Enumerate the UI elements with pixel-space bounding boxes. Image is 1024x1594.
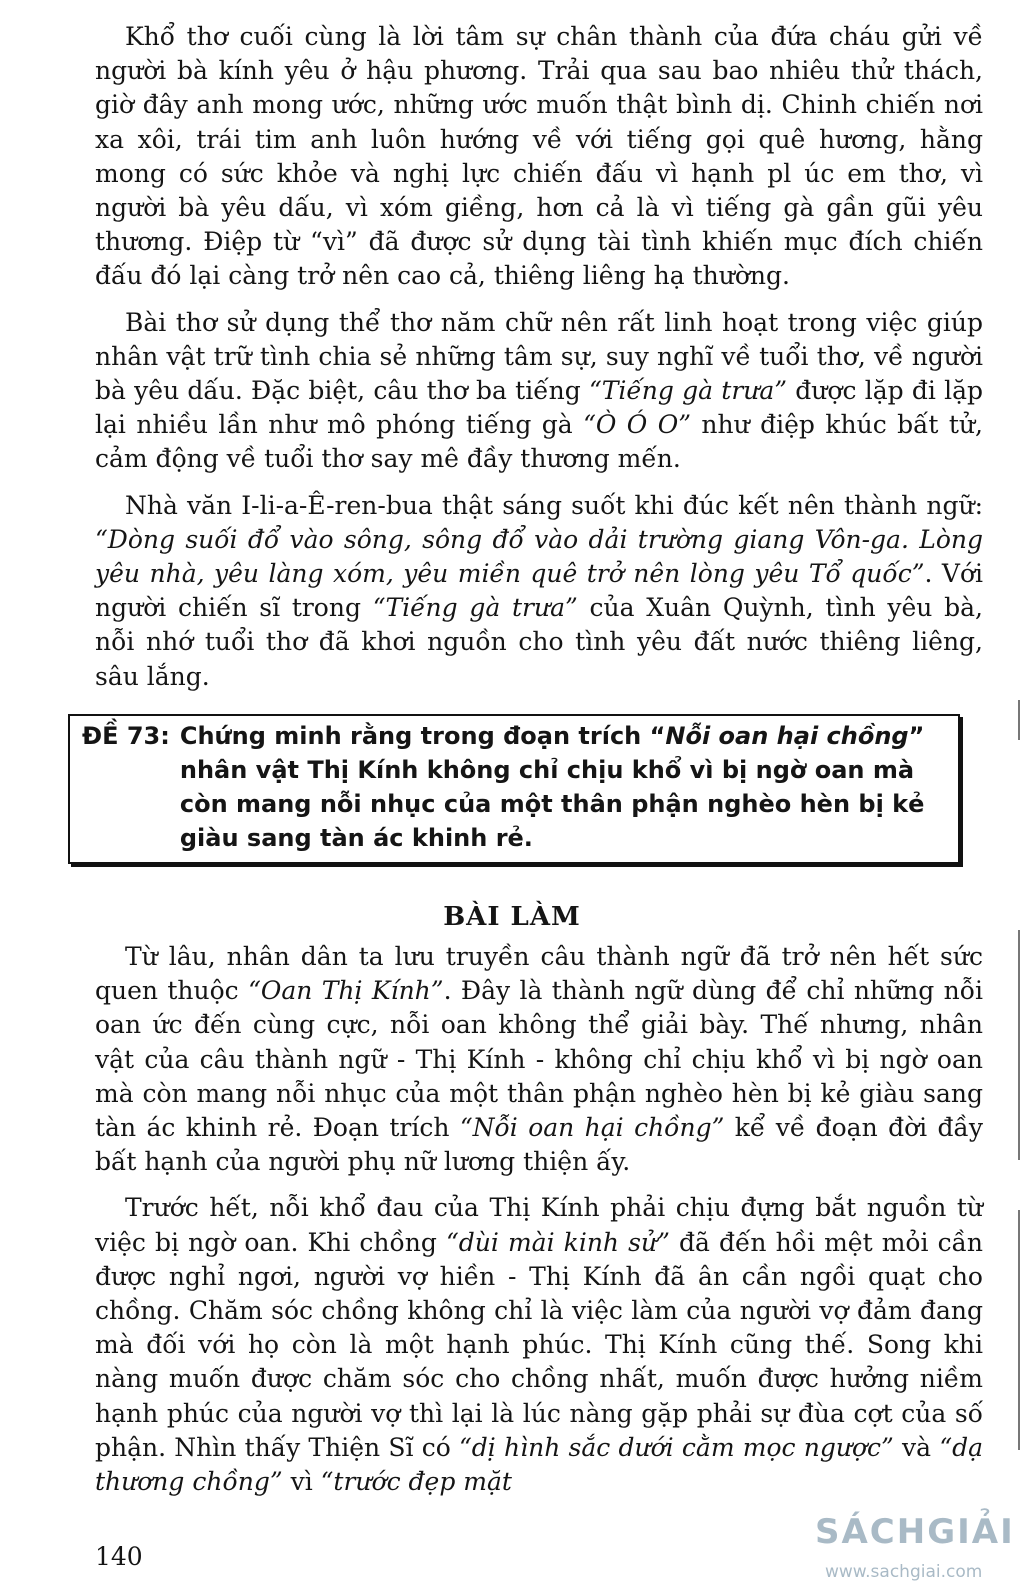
exercise-text: Chứng minh rằng trong đoạn trích “: [179, 722, 666, 750]
paragraph: [95, 1191, 983, 1499]
body-text: Khổ thơ cuối cùng là lời tâm sự chân thành của đứa cháu gửi về người bà kính yêu ở hậu phương. Trải qua sau bao nhiêu thử thách, giờ đây anh mong ước, những ước muốn thật bình dị. Chinh chiến nơi xa xôi, trái tim anh luôn hướng về với tiếng gọi quê hương, hằng mong có sức khỏe và nghị lực chiến đấu vì hạnh pl úc em thơ, vì người bà yêu dấu, vì xóm giềng, hơn cả là vì tiếng gà gần gũi yêu thương. Điệp từ “vì” đã được sử dụng tài tình khiến mục đích chiến đấu đó lại càng trở nên cao cả, thiêng liêng hạ thường.: [95, 22, 983, 291]
section-heading: BÀI LÀM: [443, 902, 581, 932]
quoted-text: “dị hình sắc dưới cằm mọc ngược”: [459, 1432, 894, 1462]
quoted-text: “trước đẹp mặt: [320, 1467, 512, 1497]
watermark-logo: SÁCHGIẢI: [815, 1512, 1015, 1552]
body-text: Nhà văn I-li-a-Ê-ren-bua thật sáng suốt khi đúc kết nên thành ngữ:: [125, 490, 983, 520]
body-text: như điệp khúc bất tử, cảm động về tuổi thơ say mê đầy thương mến.: [95, 410, 983, 474]
quoted-text: “Ò Ó O”: [583, 410, 691, 440]
scan-edge-mark: [1018, 700, 1020, 740]
exercise-prompt: [180, 719, 946, 855]
quoted-text: “Dòng suối đổ vào sông, sông đổ vào dải trường giang Vôn-ga. Lòng yêu nhà, yêu làng xóm, yêu miền quê trở nên lòng yêu Tổ quốc”: [95, 524, 983, 589]
body-text: . Với người chiến sĩ trong: [95, 559, 984, 623]
body-text: của Xuân Quỳnh, tình yêu bà, nỗi nhớ tuổi thơ đã khơi nguồn cho tình yêu đất nước thiêng liêng, sâu lắng.: [95, 593, 983, 691]
text-block-top: [95, 20, 983, 706]
paragraph: [95, 306, 983, 477]
body-text: đã đến hồi mệt mỏi cần được nghỉ ngơi, người vợ hiền - Thị Kính đã ân cần ngồi quạt cho chồng. Chăm sóc chồng không chỉ là việc làm của người vợ đảm đang mà đối với họ còn là một hạnh phúc. Thị Kính cũng thế. Song khi nàng muốn được chăm sóc cho chồng nhất, muốn được hưởng niềm hạnh phúc của người vợ thì lại là lúc nàng gặp phải sự đùa cợt của số phận. Nhìn thấy Thiện Sĩ có: [95, 1227, 983, 1462]
body-text: . Đây là thành ngữ dùng để chỉ những nỗi oan ức đến cùng cực, nỗi oan không thể giải bày. Thế nhưng, nhân vật của câu thành ngữ - Thị Kính - không chỉ chịu khổ vì bị ngờ oan mà còn mang nỗi nhục của một thân phận nghèo hèn bị kẻ giàu sang tàn ác khinh rẻ. Đoạn trích: [95, 976, 984, 1143]
body-text: Trước hết, nỗi khổ đau của Thị Kính phải chịu đựng bắt nguồn từ việc bị ngờ oan. Khi chồng: [95, 1193, 983, 1257]
quoted-text: “Oan Thị Kính”: [248, 976, 444, 1006]
watermark-url: www.sachgiai.com: [825, 1562, 983, 1582]
body-text: Bài thơ sử dụng thể thơ năm chữ nên rất linh hoạt trong việc giúp nhân vật trữ tình chia sẻ những tâm sự, suy nghĩ về tuổi thơ, về người bà yêu dấu. Đặc biệt, câu thơ ba tiếng: [95, 307, 983, 406]
exercise-label: ĐỀ 73:: [82, 722, 170, 750]
quoted-text: “Nỗi oan hại chồng”: [459, 1113, 725, 1143]
body-text: được lặp đi lặp lại nhiều lần như mô phóng tiếng gà: [95, 376, 983, 440]
body-text: kể về đoạn đời đầy bất hạnh của người phụ nữ lương thiện ấy.: [95, 1113, 983, 1177]
paragraph: [95, 489, 983, 694]
paragraph: [95, 20, 983, 294]
body-text: Từ lâu, nhân dân ta lưu truyền câu thành ngữ đã trở nên hết sức quen thuộc: [95, 942, 983, 1006]
page-number: 140: [95, 1542, 143, 1571]
quoted-text: “dạ thương chồng”: [95, 1432, 984, 1497]
exercise-box: [68, 714, 960, 864]
scan-edge-mark: [1018, 1210, 1020, 1450]
exercise-title-italic: Nỗi oan hại chồng: [665, 722, 909, 750]
paragraph: [95, 940, 983, 1179]
text-block-bottom: [95, 940, 983, 1511]
quoted-text: “Tiếng gà trưa”: [588, 376, 788, 406]
scan-edge-mark: [1018, 930, 1020, 1160]
exercise-text: ” nhân vật Thị Kính không chỉ chịu khổ vì bị ngờ oan mà còn mang nỗi nhục của một thân phận nghèo hèn bị kẻ giàu sang tàn ác khinh rẻ.: [179, 722, 925, 852]
body-text: vì: [282, 1467, 321, 1497]
body-text: và: [893, 1432, 940, 1462]
quoted-text: “dùi mài kinh sử”: [445, 1227, 670, 1257]
quoted-text: “Tiếng gà trưa”: [372, 593, 578, 623]
